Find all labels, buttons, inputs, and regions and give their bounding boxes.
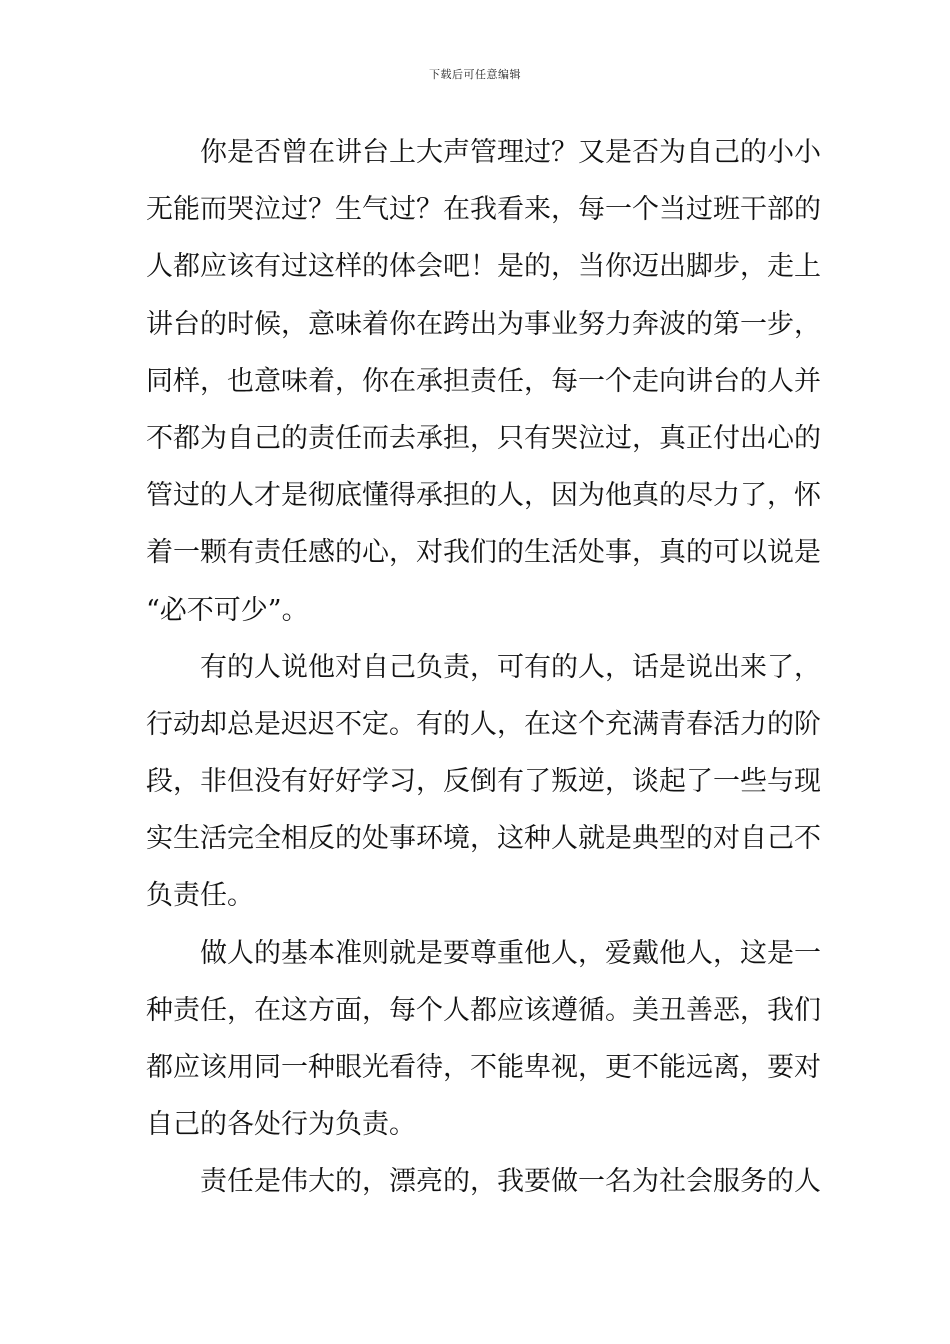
paragraph-line: 同样，也意味着，你在承担责任，每一个走向讲台的人并 [146, 365, 821, 397]
paragraph-line: 责任是伟大的，漂亮的，我要做一名为社会服务的人 [200, 1166, 821, 1198]
paragraph-line: 都应该用同一种眼光看待，不能卑视，更不能远离，要对 [146, 1052, 821, 1083]
paragraph-line: 段，非但没有好好学习，反倒有了叛逆，谈起了一些与现 [146, 766, 821, 798]
paragraph-line: 做人的基本准则就是要尊重他人，爱戴他人，这是一 [200, 937, 821, 969]
paragraph-line: 无能而哭泣过？生气过？在我看来，每一个当过班干部的 [146, 194, 821, 226]
paragraph-line: 不都为自己的责任而去承担，只有哭泣过，真正付出心的 [146, 422, 821, 454]
paragraph-line: 行动却总是迟迟不定。有的人，在这个充满青春活力的阶 [146, 708, 821, 740]
paragraph-line: 着一颗有责任感的心，对我们的生活处事，真的可以说是 [146, 537, 821, 569]
paragraph-line: 负责任。 [146, 880, 254, 912]
paragraph-line: 管过的人才是彻底懂得承担的人，因为他真的尽力了，怀 [146, 480, 821, 512]
paragraph-line: 有的人说他对自己负责，可有的人，话是说出来了， [200, 651, 821, 683]
paragraph-line: 人都应该有过这样的体会吧！是的，当你迈出脚步，走上 [146, 251, 821, 283]
document-body [146, 124, 821, 1211]
paragraph-line: 你是否曾在讲台上大声管理过？又是否为自己的小小 [200, 137, 821, 168]
paragraph-line: 讲台的时候，意味着你在跨出为事业努力奔波的第一步， [146, 308, 821, 340]
page-header: 下载后可任意编辑 [429, 68, 521, 81]
paragraph-line: 种责任，在这方面，每个人都应该遵循。美丑善恶，我们 [146, 994, 821, 1026]
paragraph-line: 实生活完全相反的处事环境，这种人就是典型的对自己不 [146, 823, 821, 855]
paragraph-line: 自己的各处行为负责。 [146, 1109, 416, 1141]
paragraph-line: “必不可少”。 [146, 594, 309, 626]
